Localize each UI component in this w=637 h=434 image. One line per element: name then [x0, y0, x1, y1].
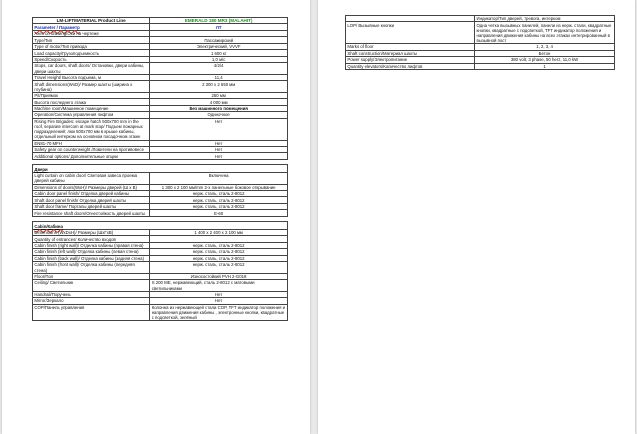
parameter-label: Light curtain on cabin door/ Световая завеса проема дверей кабины [33, 172, 150, 184]
product-line-title: LM-LIFTMATERIAL Product Line [33, 18, 150, 24]
parameter-label: Cabin finish (left wall)/ Отделка кабины (левая стена) [33, 249, 150, 255]
model-title: EMERALD 180 MR3 (MALAHIT) [150, 18, 288, 24]
parameter-label: LOP/ Вызывные кнопки [346, 22, 475, 44]
parameter-value: Нет [150, 291, 288, 297]
parameter-value: нерж. сталь, сталь 2-8012 [150, 203, 288, 209]
parameter-label: Travel Height/ Высота подъема, м [33, 74, 150, 80]
parameter-label: Stops, car doors, shaft doors/ Остановки, двери кабины, двери шахты [33, 63, 150, 75]
parameter-label: Fire resistance shaft doors/Огнестойкость дверей шахты [33, 210, 150, 216]
parameter-label: Shaft door panel finish/ Отделка дверей шахты [33, 197, 150, 203]
document-page-2 [318, 0, 635, 434]
parameter-value: 1 300 x 2 100 мм/mm 2-х панельные боковое открывание [150, 184, 288, 190]
spec-table-continued [345, 15, 615, 70]
parameter-label: Cabin finish (right wall)/ Отделка кабины (правая стена) [33, 242, 150, 248]
parameter-label: Operation/Система управления лифтом [33, 112, 150, 118]
parameter-label: Floor/Пол [33, 273, 150, 279]
parameter-value: 4 000 мм [150, 99, 288, 105]
parameter-label: Type/Тип [33, 37, 150, 43]
parameter-value: Одна четка вызывных панелей, панели из нерж. стали, квадратные кнопки, квадратные с подсветкой, TFT индикатор положения и направления движения кабины на всех этажах интегрированный в вызывной пост [475, 22, 615, 44]
parameter-label: Rising Fire Brigades: escape hatch 500x700 mm in the roof, separate intercom at mark stop/ Подъем пожарных подразделений: люк 500x700 мм в крыше кабины, отдельный интерком на основном посадочном этаже [33, 118, 150, 140]
cabin-rows [33, 229, 288, 321]
cabin-section-row [33, 222, 288, 229]
parameter-label: Cabin door panel finish/ Отделка дверей кабины [33, 190, 150, 196]
parameter-label: Dimensions of doors(WxH)/ Размеры дверей (Ш x В) [33, 184, 150, 190]
parameter-label: EN81-70 MFH [33, 140, 150, 146]
doors-section-title: Двери [33, 165, 288, 172]
parameter-label: Высота последнего этажа [33, 99, 150, 105]
parameter-value: 1 [475, 63, 615, 69]
parameter-label: Axes on drawing/Оси на чертеже [33, 30, 150, 36]
table-row [33, 81, 288, 93]
parameter-label: Power supply/Электропитание [346, 57, 475, 63]
parameter-value: 2 300 x 2 650 мм [150, 81, 288, 93]
parameter-value: нерж. сталь, сталь 2-8012 [150, 197, 288, 203]
continued-rows [346, 16, 615, 70]
parameter-label: Shaft dimensions(WxD)/ Размер шахты (ширина x глубина) [33, 81, 150, 93]
parameter-value: Пассажирский [150, 37, 288, 43]
table-row [33, 304, 288, 321]
parameter-label: Pit/Приямок [33, 92, 150, 98]
parameter-label: Machine room/Машинное помещение [33, 105, 150, 111]
parameter-label: COP/Панель управления [33, 304, 150, 321]
parameter-value: нерж. сталь, сталь 2-8012 [150, 249, 288, 255]
parameter-label: Load capacity/Грузоподъемность [33, 50, 150, 56]
value-heading: ЛТ [150, 24, 288, 30]
document-page-1 [2, 0, 310, 434]
parameter-value: Бетон [475, 50, 615, 56]
table-row [346, 22, 615, 44]
parameter-value: 380 volt, 3 phase, 50 herz, 11,0 kW [475, 57, 615, 63]
parameter-label: Cabin finish (back wall)/ Отделка кабины (задняя стена) [33, 255, 150, 261]
parameter-label: Type of motor/Тип привода [33, 43, 150, 49]
parameter-label: Shaft door frame/ Порталы дверей шахты [33, 203, 150, 209]
parameter-value: нерж. сталь, сталь 2-8012 [150, 190, 288, 196]
parameter-rows [33, 30, 288, 159]
parameter-value: Без машинного помещения [150, 105, 288, 111]
parameter-label: Dimensions (WxDxH)/ Размеры (ШxГxВ) [33, 229, 150, 235]
parameter-value: 1, 2, 3, 4 [475, 44, 615, 50]
table-row [33, 63, 288, 75]
cabin-section-title: Cabin/Кабина [33, 222, 288, 229]
parameter-label: Cabin finish (front wall)/ Отделка кабины (передняя стена) [33, 262, 150, 274]
parameter-label: Safety gear on counterweight /Ловители на противовесе [33, 146, 150, 152]
parameter-value: Включена [150, 172, 288, 184]
parameter-value: Нет [150, 146, 288, 152]
parameter-value: S 200 ME, нержавеющий, сталь 2-8012 с матовыми светильниками [150, 280, 288, 292]
parameter-label: Quantity of entrances/ Количество входов [33, 236, 150, 242]
parameter-value: E-60 [150, 210, 288, 216]
parameter-label: Mirror/Зеркало [33, 298, 150, 304]
parameter-value: 1 600 кг [150, 50, 288, 56]
parameter-value: Колонна из нержавеющей стали COP, TFT индикатор положения и направления движения кабины , электронные кнопки, квадратные с подсветкой, зелёный [150, 304, 288, 321]
parameter-value: нерж. сталь, сталь 2-8012 [150, 262, 288, 274]
parameter-label: Shaft construction/Материал шахты [346, 50, 475, 56]
table-row [33, 262, 288, 274]
table-row [33, 172, 288, 184]
parameter-value: 1,0 м/с [150, 56, 288, 62]
spec-table-main [32, 17, 288, 321]
parameter-value: Электрический, VVVF [150, 43, 288, 49]
parameter-value: 1 400 x 2 400 x 2 100 мм [150, 229, 288, 235]
parameter-value: Одиночное [150, 112, 288, 118]
parameter-label: Marks of floor [346, 44, 475, 50]
parameter-label: Speed/Скорость [33, 56, 150, 62]
parameter-value: Нет [150, 298, 288, 304]
table-row [33, 280, 288, 292]
parameter-value: Износостойкий PVH 2-G018 [150, 273, 288, 279]
parameter-value: Нет [150, 140, 288, 146]
parameter-label: Handrail/Поручень [33, 291, 150, 297]
parameter-label: Additional options/ Дополнительные опции [33, 153, 150, 159]
parameter-value: Индикатор/Тип дверей, тревога, интерком [475, 16, 615, 22]
parameter-value: 11,4 [150, 74, 288, 80]
parameter-label: Ceiling/ Светильник [33, 280, 150, 292]
table-row [346, 63, 615, 69]
door-rows [33, 172, 288, 216]
parameter-value: нерж. сталь, сталь 2-8012 [150, 255, 288, 261]
table-row [33, 118, 288, 140]
parameter-value: Нет [150, 153, 288, 159]
parameter-heading: Parameter / Параметр [33, 24, 150, 30]
doors-section-row [33, 165, 288, 172]
parameter-value: Нет [150, 118, 288, 140]
parameter-value: 250 мм [150, 92, 288, 98]
parameter-value: 4/2/4 [150, 63, 288, 75]
parameter-value: нерж. сталь, сталь 2-8012 [150, 242, 288, 248]
parameter-label: Quantity elevators/Количество лифтов [346, 63, 475, 69]
